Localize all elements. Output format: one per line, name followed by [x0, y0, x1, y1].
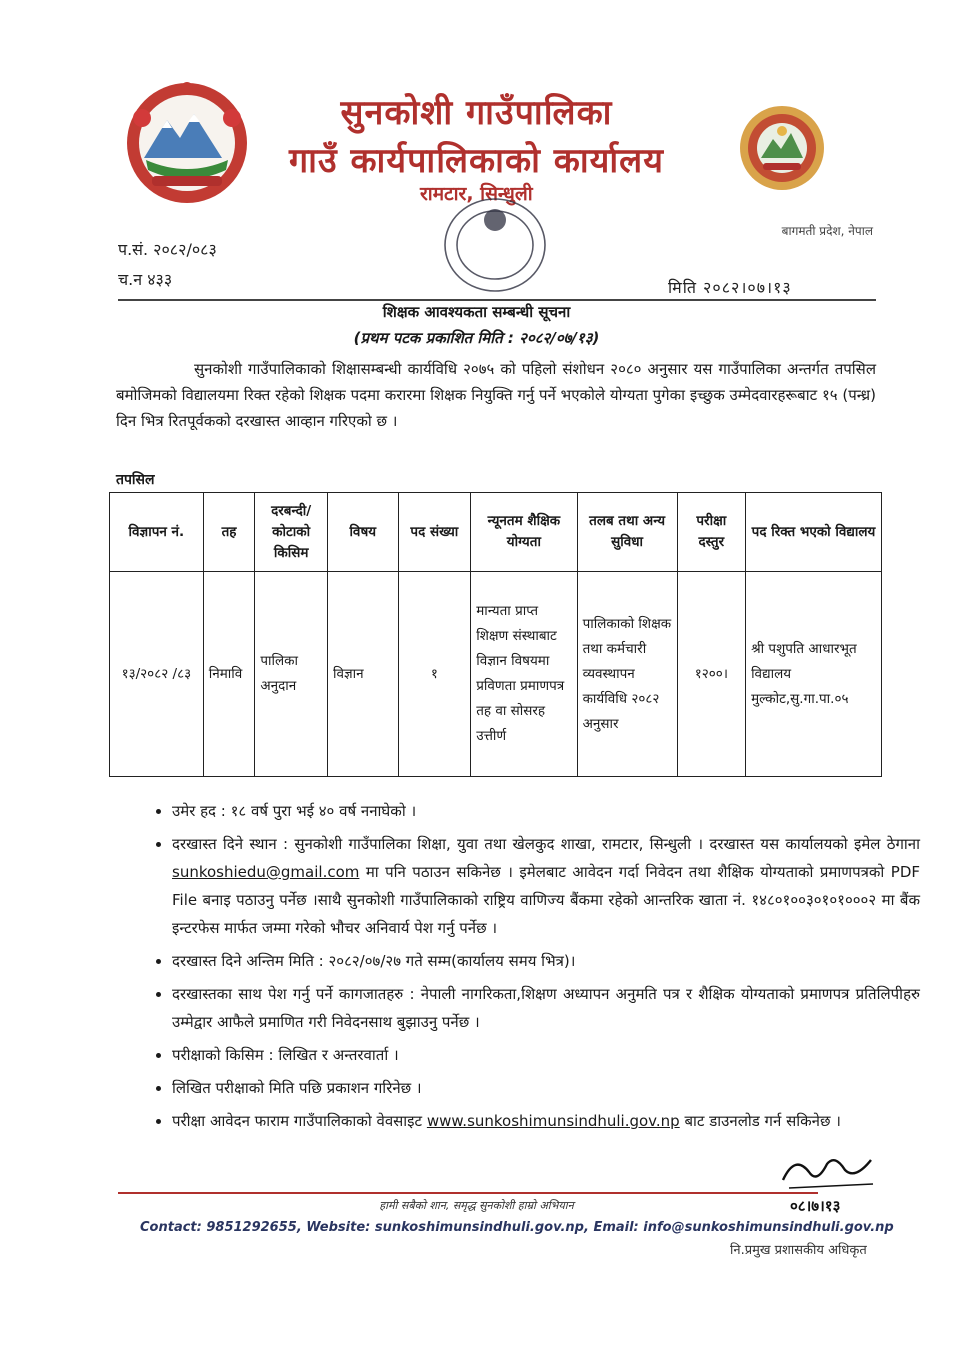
- col-header-ad-no: विज्ञापन नं.: [110, 493, 204, 572]
- footer-motto: हामी सबैको शान, समृद्ध सुनकोशी हाम्रो अभियान: [379, 1199, 574, 1212]
- list-item-exam-date: • लिखित परीक्षाको मिति पछि प्रकाशन गरिनेछ ।: [172, 1074, 920, 1102]
- dispatch-number: च.न ४३३: [118, 270, 173, 289]
- signatory-title: नि.प्रमुख प्रशासकीय अधिकृत: [730, 1243, 867, 1258]
- list-item-deadline: • दरखास्त दिने अन्तिम मिति : २०८२/०७/२७ गते सम्म(कार्यालय समय भित्र)।: [172, 947, 920, 975]
- notice-heading: शिक्षक आवश्यकता सम्बन्धी सूचना: [382, 303, 571, 321]
- list-item-form: [172, 1107, 920, 1135]
- footer-divider: [118, 1192, 818, 1194]
- schedule-label: तपसिल: [116, 472, 155, 488]
- footer-contact: Contact: 9851292655, Website: sunkoshimunsindhuli.gov.np, Email: info@sunkoshimunsindhuli.gov.np: [140, 1220, 894, 1235]
- notice-intro: सुनकोशी गाउँपालिकाको शिक्षासम्बन्धी कार्यविधि २०७५ को पहिलो संशोधन २०८० अनुसार यस गाउँपालिका अन्तर्गत तपसिल बमोजिमको विद्यालयमा रिक्त रहेको शिक्षक पदमा करारमा शिक्षक नियुक्ति गर्नु पर्ने भएकोले योग्यता पुगेका इच्छुक उम्मेदवारहरूबाट १५ (पन्ध्र) दिन भित्र रितपूर्वकको दरखास्त आव्हान गरिएको छ ।: [116, 360, 876, 430]
- province-label: बागमती प्रदेश, नेपाल: [781, 224, 873, 238]
- list-item-place: [172, 830, 920, 942]
- col-header-level: तह: [203, 493, 255, 572]
- header-divider: [118, 299, 876, 301]
- form-text-b: बाट डाउनलोड गर्न सकिनेछ ।: [679, 1112, 841, 1130]
- office-location: रामटार, सिन्धुली: [420, 183, 533, 205]
- signature-date: ०८।७।१३: [790, 1197, 841, 1215]
- office-name: गाउँ कार्यपालिकाको कार्यालय: [289, 141, 664, 181]
- col-header-exam-fee: परीक्षा दस्तुर: [677, 493, 745, 572]
- cell-ad-no: १३/२०८२ /८३: [110, 572, 204, 777]
- cell-qualification: मान्यता प्राप्त शिक्षण संस्थाबाट विज्ञान विषयमा प्रविणता प्रमाणपत्र तह वा सोसरह उत्तीर्ण: [471, 572, 577, 777]
- cell-exam-fee: १२००।: [677, 572, 745, 777]
- cell-level: निमावि: [203, 572, 255, 777]
- cell-subject: विज्ञान: [327, 572, 398, 777]
- reference-number: प.सं. २०८२/०८३: [118, 240, 217, 259]
- col-header-quota: दरबन्दी/ कोटाको किसिम: [255, 493, 328, 572]
- place-text-a: दरखास्त दिने स्थान : सुनकोशी गाउँपालिका शिक्षा, युवा तथा खेलकुद शाखा, रामटार, सिन्धुली । दरखास्त यस कार्यालयको इमेल ठेगाना: [172, 835, 920, 853]
- cell-posts: १: [398, 572, 471, 777]
- col-header-school: पद रिक्त भएको विद्यालय: [746, 493, 882, 572]
- issue-date: मिति २०८२।०७।१३: [668, 278, 792, 297]
- requirements-list: [130, 797, 920, 1140]
- email-link[interactable]: sunkoshiedu@gmail.com: [172, 863, 360, 881]
- col-header-subject: विषय: [327, 493, 398, 572]
- cell-quota: पालिका अनुदान: [255, 572, 328, 777]
- cell-salary: पालिकाको शिक्षक तथा कर्मचारी व्यवस्थापन कार्यविधि २०८२ अनुसार: [577, 572, 677, 777]
- municipality-name: सुनकोशी गाउँपालिका: [340, 93, 613, 133]
- list-item-exam-type: • परीक्षाको किसिम : लिखित र अन्तरवार्ता ।: [172, 1041, 920, 1069]
- list-item-documents: • दरखास्तका साथ पेश गर्नु पर्ने कागजातहरु : नेपाली नागरिकता,शिक्षण अध्यापन अनुमति पत्र र शैक्षिक योग्यताको प्रमाणपत्र प्रतिलिपीहरु उम्मेद्वार आफैले प्रमाणित गरी निवेदनसाथ बुझाउनु पर्नेछ ।: [172, 980, 920, 1036]
- vacancy-table: [109, 492, 882, 777]
- col-header-qualification: न्यूनतम शैक्षिक योग्यता: [471, 493, 577, 572]
- office-stamp: [440, 190, 560, 305]
- table-header-row: [110, 493, 882, 572]
- list-item-age: • उमेर हद : १८ वर्ष पुरा भई ४० वर्ष ननाघेको ।: [172, 797, 920, 825]
- website-link[interactable]: www.sunkoshimunsindhuli.gov.np: [426, 1112, 680, 1130]
- col-header-salary: तलब तथा अन्य सुविधा: [577, 493, 677, 572]
- place-text-b: मा पनि पठाउन सकिनेछ । इमेलबाट आवेदन गर्दा निवेदन तथा शैक्षिक योग्यताको प्रमाणपत्रको PDF File बनाइ पठाउनु पर्नेछ ।साथै सुनकोशी गाउँपालिकाको राष्ट्रिय वाणिज्य बैंकमा रहेको आन्तरिक खाता नं. १४८०१००३०१०१०००२ मा बैंक इन्टरफेस मार्फत जम्मा गरेको भौचर अनिवार्य पेश गर्नु पर्नेछ ।: [172, 863, 920, 937]
- notice-subheading: (प्रथम पटक प्रकाशित मिति : २०८२/०७/१३): [353, 329, 600, 347]
- form-text-a: परीक्षा आवेदन फाराम गाउँपालिकाको वेवसाइट: [172, 1112, 427, 1130]
- cell-school: श्री पशुपति आधारभूत विद्यालय मुल्कोट,सु.गा.पा.०५: [746, 572, 882, 777]
- col-header-posts: पद संख्या: [398, 493, 471, 572]
- table-row: [110, 572, 882, 777]
